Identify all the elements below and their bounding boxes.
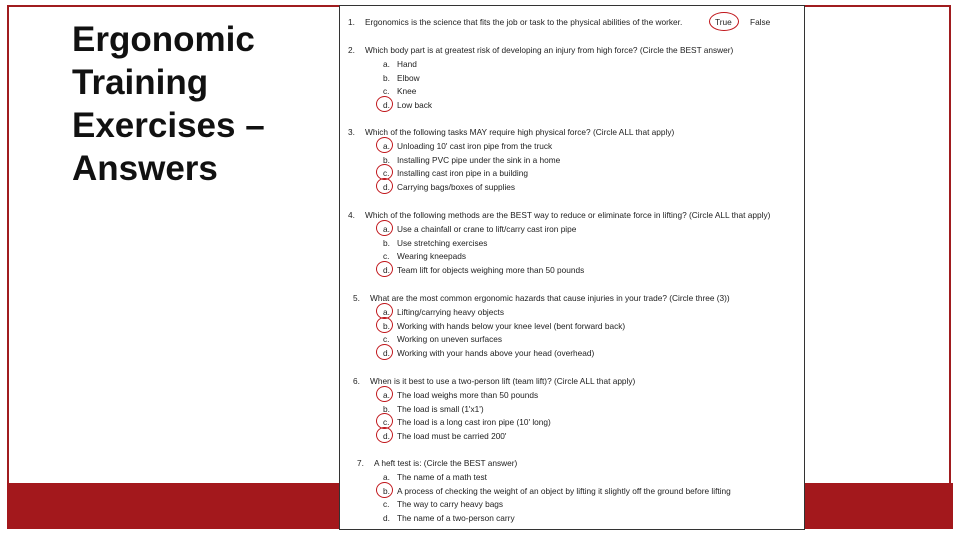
option-letter: c.: [383, 417, 390, 428]
option-text: The name of a two-person carry: [397, 513, 515, 524]
option-text: The load is a long cast iron pipe (10' long): [397, 417, 551, 428]
question-text: What are the most common ergonomic hazards that cause injuries in your trade? (Circle three (3)): [370, 293, 730, 303]
option-text: Hand: [397, 58, 417, 69]
option-text: The load weighs more than 50 pounds: [397, 389, 539, 400]
option-letter: d.: [383, 100, 390, 111]
option-letter: d.: [383, 431, 390, 442]
option-letter: b.: [383, 154, 390, 165]
question-number: 7.: [357, 458, 364, 468]
option-letter: d.: [383, 265, 390, 276]
question-text: When is it best to use a two-person lift (team lift)? (Circle ALL that apply): [370, 376, 636, 386]
answer-circle: [376, 137, 393, 153]
answer-circle: [376, 317, 393, 333]
option-text: Knee: [397, 86, 417, 97]
answer-choice: False: [750, 17, 771, 27]
option-text: Unloading 10' cast iron pipe from the truck: [397, 140, 553, 151]
answer-circle: [376, 344, 393, 360]
answer-circle: [376, 178, 393, 194]
option-text: Low back: [397, 100, 433, 111]
option-letter: a.: [383, 306, 390, 317]
answer-circle: [376, 220, 393, 236]
question-text: Ergonomics is the science that fits the job or task to the physical abilities of the worker.: [365, 17, 683, 27]
option-text: Installing cast iron pipe in a building: [397, 168, 528, 179]
option-text: Team lift for objects weighing more than 50 pounds: [397, 265, 585, 276]
question-number: 1.: [348, 17, 355, 27]
option-text: The way to carry heavy bags: [397, 499, 504, 510]
option-text: Working with hands below your knee level (bent forward back): [397, 320, 626, 331]
option-text: Working with your hands above your head (overhead): [397, 348, 595, 359]
answer-circle: [376, 96, 393, 112]
option-letter: d.: [383, 182, 390, 193]
answer-choice: True: [715, 17, 732, 27]
option-text: The load must be carried 200': [397, 431, 507, 442]
slide-title: Ergonomic Training Exercises – Answers: [72, 20, 265, 188]
question-text: Which of the following tasks MAY require high physical force? (Circle ALL that apply): [365, 127, 675, 137]
question-number: 3.: [348, 127, 355, 137]
option-letter: c.: [383, 499, 390, 510]
option-letter: d.: [383, 513, 390, 524]
option-letter: b.: [383, 320, 390, 331]
option-letter: b.: [383, 72, 390, 83]
option-text: Wearing kneepads: [397, 251, 467, 262]
option-letter: c.: [383, 334, 390, 345]
option-text: The name of a math test: [397, 471, 487, 482]
option-letter: c.: [383, 86, 390, 97]
question-number: 4.: [348, 210, 355, 220]
answer-circle: [376, 482, 393, 498]
option-letter: b.: [383, 237, 390, 248]
option-text: Working on uneven surfaces: [397, 334, 502, 345]
question-text: A heft test is: (Circle the BEST answer): [374, 458, 518, 468]
option-letter: c.: [383, 168, 390, 179]
answer-circle: [376, 386, 393, 402]
option-letter: b.: [383, 403, 390, 414]
option-text: A process of checking the weight of an object by lifting it slightly off the ground before lifting: [397, 485, 731, 496]
question-number: 5.: [353, 293, 360, 303]
answer-sheet: [339, 5, 805, 530]
option-text: The load is small (1'x1'): [397, 403, 484, 414]
option-text: Use a chainfall or crane to lift/carry cast iron pipe: [397, 223, 577, 234]
answer-circle: [376, 427, 393, 443]
option-text: Use stretching exercises: [397, 237, 488, 248]
option-text: Elbow: [397, 72, 420, 83]
question-number: 6.: [353, 376, 360, 386]
question-number: 2.: [348, 45, 355, 55]
option-letter: d.: [383, 348, 390, 359]
answer-circle: [709, 12, 739, 31]
option-letter: b.: [383, 485, 390, 496]
option-letter: a.: [383, 223, 390, 234]
answer-circle: [376, 261, 393, 277]
option-letter: a.: [383, 471, 390, 482]
question-text: Which body part is at greatest risk of developing an injury from high force? (Circle the BEST answer): [365, 45, 734, 55]
question-text: Which of the following methods are the BEST way to reduce or eliminate force in lifting? (Circle ALL that apply): [365, 210, 771, 220]
option-letter: a.: [383, 58, 390, 69]
option-letter: a.: [383, 389, 390, 400]
option-letter: c.: [383, 251, 390, 262]
option-text: Installing PVC pipe under the sink in a home: [397, 154, 561, 165]
option-letter: a.: [383, 140, 390, 151]
option-text: Carrying bags/boxes of supplies: [397, 182, 516, 193]
option-text: Lifting/carrying heavy objects: [397, 306, 504, 317]
